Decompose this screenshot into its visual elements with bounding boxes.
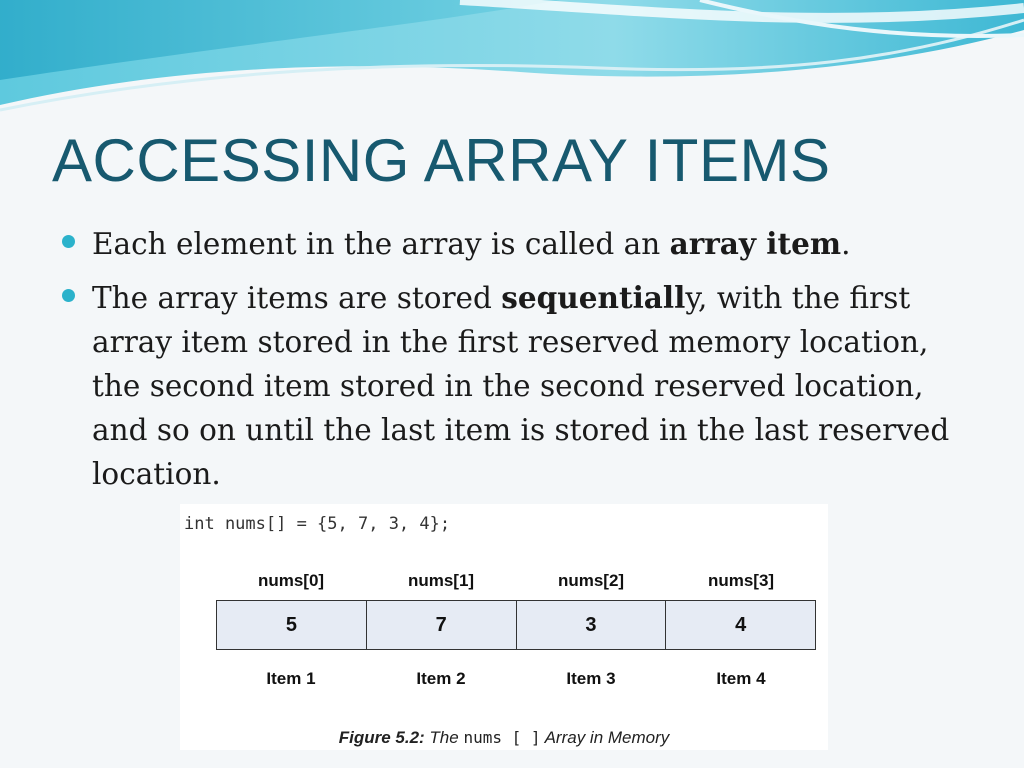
header-wave-decoration — [0, 0, 1024, 120]
code-declaration: int nums[] = {5, 7, 3, 4}; — [184, 514, 451, 534]
figure-caption-label: Figure 5.2: — [338, 728, 425, 747]
index-label: nums[1] — [407, 571, 475, 590]
item-label: Item 3 — [566, 669, 616, 688]
bullet-item — [62, 222, 982, 266]
array-memory-figure — [180, 504, 828, 750]
memory-cell: 5 — [217, 601, 367, 649]
memory-cell: 3 — [517, 601, 667, 649]
memory-cells — [216, 600, 816, 650]
bullet-item — [62, 276, 982, 496]
item-label: Item 4 — [716, 669, 766, 688]
bullet-list — [62, 222, 982, 506]
bullet-text: y, with the first array item stored in the first reserved memory location, the second item stored in the second reserved location, and so on until the last item is stored in the last reserved location. — [92, 281, 950, 491]
bullet-text: . — [841, 227, 851, 261]
bullet-bold-term: array item — [669, 226, 842, 261]
index-label: nums[0] — [257, 571, 325, 590]
memory-cell: 7 — [367, 601, 517, 649]
bullet-dot-icon — [62, 289, 75, 302]
slide-title: ACCESSING ARRAY ITEMS — [52, 127, 831, 194]
item-label: Item 1 — [266, 669, 316, 688]
figure-caption-text: Array in Memory — [540, 728, 670, 747]
bullet-text: The array items are stored — [92, 281, 502, 315]
bullet-bold-term: sequentiall — [501, 280, 686, 315]
index-label: nums[3] — [707, 571, 775, 590]
bullet-dot-icon — [62, 235, 75, 248]
item-label: Item 2 — [416, 669, 466, 688]
memory-cell: 4 — [666, 601, 815, 649]
figure-caption-code: nums [ ] — [463, 728, 541, 747]
figure-caption — [180, 728, 828, 748]
index-label: nums[2] — [557, 571, 625, 590]
bullet-text: Each element in the array is called an — [92, 227, 670, 261]
figure-caption-text: The — [424, 728, 464, 747]
